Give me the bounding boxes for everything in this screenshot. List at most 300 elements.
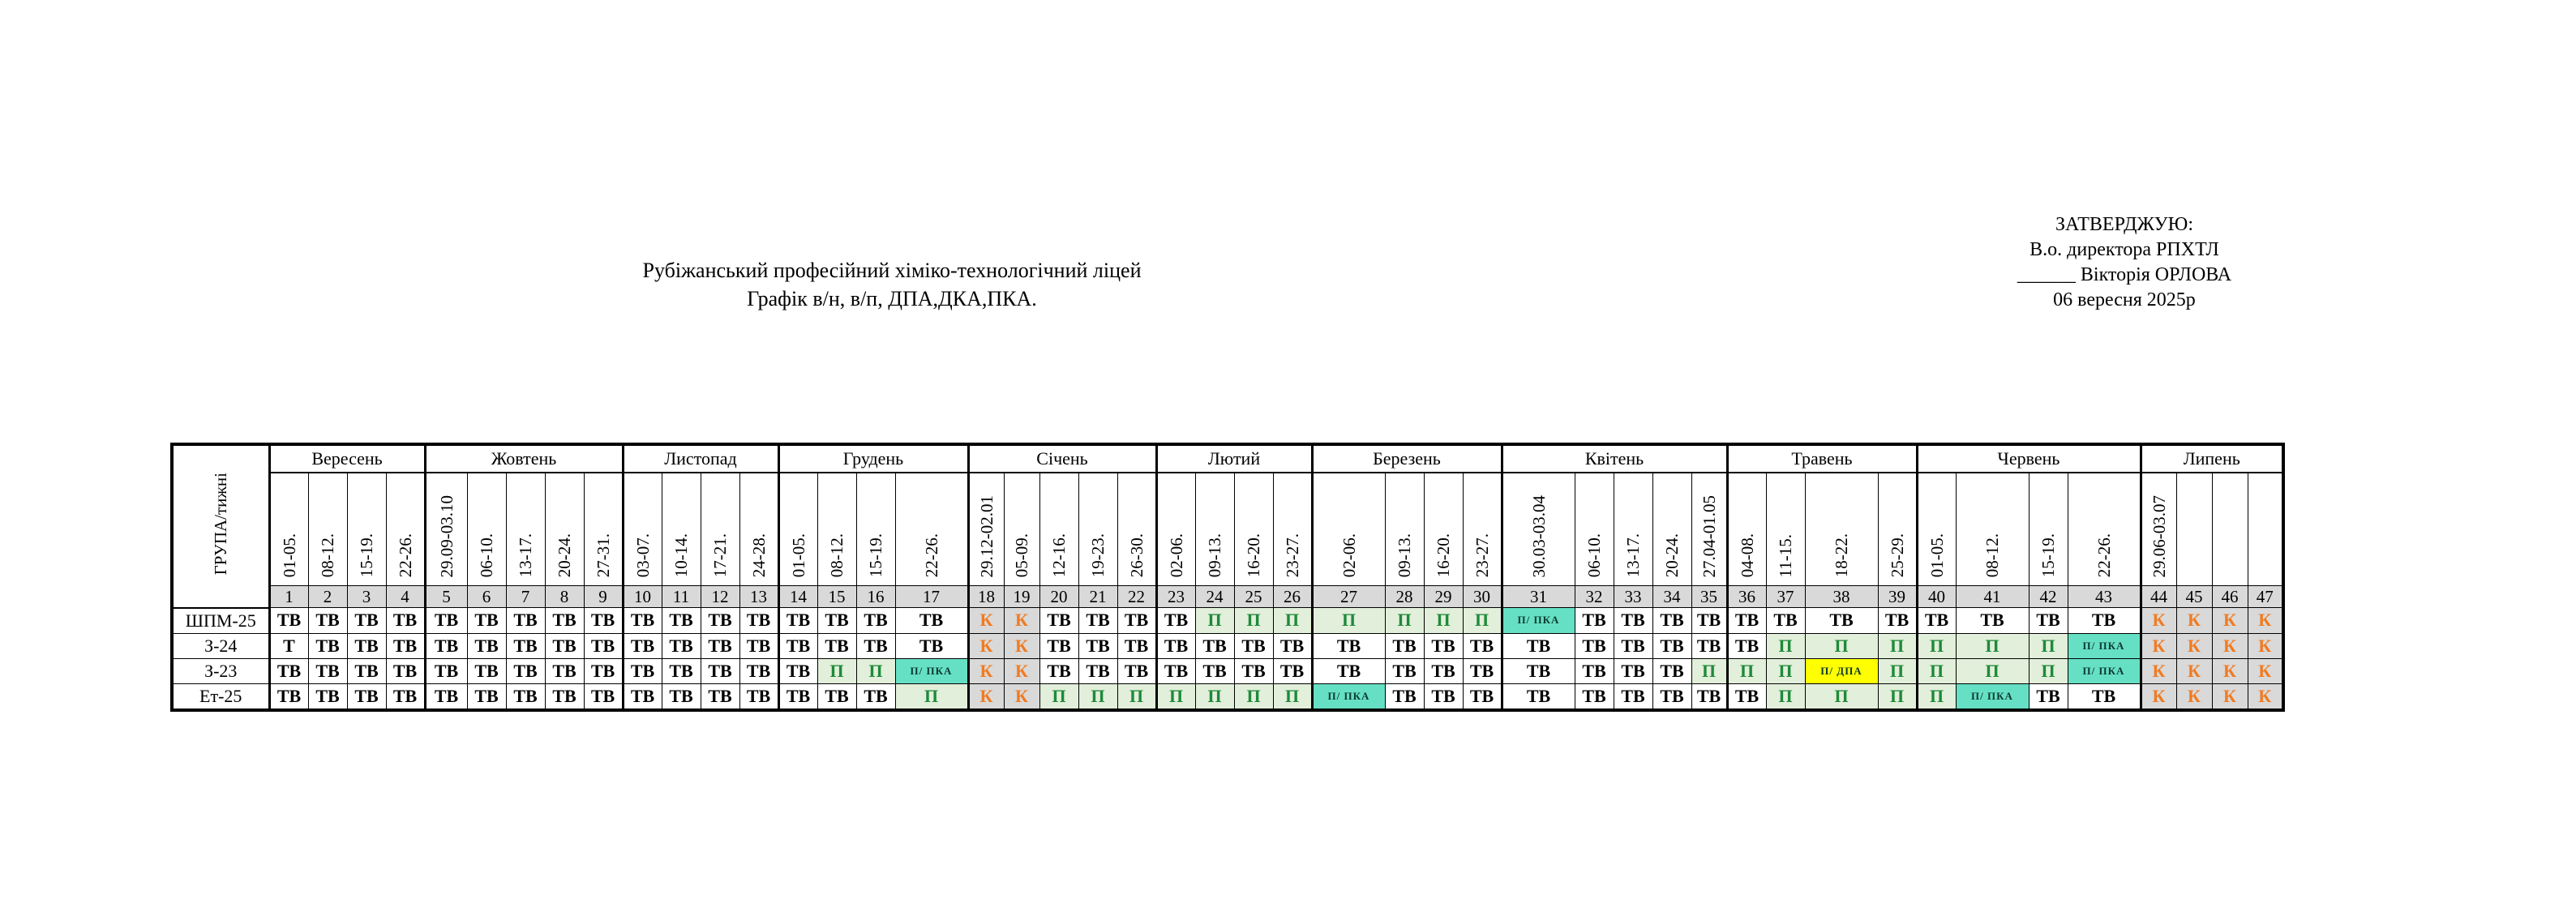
schedule-cell: ТВ bbox=[2068, 608, 2141, 634]
schedule-cell: ТВ bbox=[1156, 633, 1195, 658]
schedule-cell: К bbox=[1004, 658, 1039, 683]
week-date-cell bbox=[545, 473, 584, 586]
week-number-cell: 40 bbox=[1917, 586, 1956, 608]
schedule-cell: ТВ bbox=[1234, 658, 1273, 683]
schedule-cell: ТВ bbox=[817, 683, 856, 710]
week-date-label: 29.12-02.01 bbox=[976, 494, 997, 577]
document-heading bbox=[568, 256, 1216, 313]
schedule-cell: К bbox=[2176, 683, 2212, 710]
schedule-cell: ТВ bbox=[308, 658, 347, 683]
schedule-cell: ТВ bbox=[1614, 658, 1652, 683]
schedule-cell: ТВ bbox=[1575, 608, 1614, 634]
schedule-cell: К bbox=[2212, 683, 2248, 710]
schedule-cell: П bbox=[1956, 633, 2029, 658]
week-number-cell: 8 bbox=[545, 586, 584, 608]
schedule-cell: ТВ bbox=[425, 608, 467, 634]
schedule-cell: П/ ПКА bbox=[895, 658, 968, 683]
week-number-cell: 28 bbox=[1385, 586, 1424, 608]
schedule-cell: ТВ bbox=[1575, 658, 1614, 683]
week-date-cell bbox=[1156, 473, 1195, 586]
schedule-cell: ТВ bbox=[1039, 633, 1078, 658]
month-header: Травень bbox=[1727, 444, 1917, 473]
week-date-label: 30.03-03.04 bbox=[1528, 494, 1549, 577]
week-date-label: 16-20. bbox=[1434, 533, 1453, 577]
schedule-cell: П bbox=[1878, 683, 1917, 710]
schedule-cell: П/ ПКА bbox=[1956, 683, 2029, 710]
week-date-label: 10-14. bbox=[671, 533, 691, 577]
week-number-cell: 10 bbox=[623, 586, 662, 608]
schedule-cell: ТВ bbox=[1691, 608, 1727, 634]
week-date-label: 15-19. bbox=[357, 533, 376, 577]
week-number-cell: 26 bbox=[1273, 586, 1312, 608]
schedule-cell: ТВ bbox=[623, 683, 662, 710]
schedule-cell: П/ ПКА bbox=[1312, 683, 1385, 710]
week-number-cell: 6 bbox=[467, 586, 506, 608]
schedule-cell: П bbox=[1805, 683, 1878, 710]
schedule-cell: ТВ bbox=[1234, 633, 1273, 658]
schedule-cell: К bbox=[2176, 608, 2212, 634]
week-number-cell: 19 bbox=[1004, 586, 1039, 608]
schedule-cell: ТВ bbox=[739, 608, 778, 634]
week-number-cell: 43 bbox=[2068, 586, 2141, 608]
week-date-label: 27.04-01.05 bbox=[1699, 494, 1719, 577]
week-date-cell bbox=[1691, 473, 1727, 586]
schedule-cell: П bbox=[2029, 658, 2068, 683]
schedule-cell: ТВ bbox=[2029, 683, 2068, 710]
schedule-cell: П bbox=[817, 658, 856, 683]
schedule-cell: П bbox=[1273, 683, 1312, 710]
week-date-cell bbox=[1078, 473, 1117, 586]
schedule-cell: П bbox=[1766, 658, 1805, 683]
week-date-label: 17-21. bbox=[710, 533, 730, 577]
approval-date: 06 вересня 2025р bbox=[2053, 289, 2196, 310]
week-number-cell: 24 bbox=[1195, 586, 1234, 608]
schedule-cell: ТВ bbox=[1273, 658, 1312, 683]
week-date-label: 26-30. bbox=[1126, 533, 1147, 577]
schedule-cell: К bbox=[2141, 658, 2176, 683]
week-date-label: 22-26. bbox=[2094, 533, 2114, 577]
schedule-cell: ТВ bbox=[817, 633, 856, 658]
schedule-cell: ТВ bbox=[739, 658, 778, 683]
schedule-cell: П bbox=[1727, 658, 1766, 683]
schedule-table bbox=[170, 443, 2285, 712]
schedule-cell: ТВ bbox=[506, 658, 545, 683]
month-header: Липень bbox=[2141, 444, 2283, 473]
week-number-cell: 5 bbox=[425, 586, 467, 608]
week-date-label: 01-05. bbox=[1927, 533, 1947, 577]
week-date-label: 01-05. bbox=[788, 533, 808, 577]
schedule-cell: ТВ bbox=[1078, 608, 1117, 634]
schedule-cell: ТВ bbox=[1385, 683, 1424, 710]
week-number-cell: 47 bbox=[2248, 586, 2283, 608]
group-name-cell: ШПМ-25 bbox=[172, 608, 269, 634]
schedule-cell: ТВ bbox=[425, 683, 467, 710]
week-number-cell: 35 bbox=[1691, 586, 1727, 608]
schedule-cell: ТВ bbox=[701, 658, 739, 683]
schedule-cell: ТВ bbox=[584, 658, 623, 683]
schedule-cell: ТВ bbox=[545, 683, 584, 710]
group-weeks-header bbox=[172, 444, 269, 608]
schedule-cell: ТВ bbox=[1917, 608, 1956, 634]
week-number-cell: 11 bbox=[662, 586, 701, 608]
schedule-cell: ТВ bbox=[856, 633, 895, 658]
schedule-cell: П bbox=[1156, 683, 1195, 710]
week-date-label: 25-29. bbox=[1887, 533, 1907, 577]
schedule-cell: ТВ bbox=[308, 608, 347, 634]
schedule-cell: ТВ bbox=[1195, 633, 1234, 658]
month-header: Квітень bbox=[1502, 444, 1727, 473]
schedule-cell: ТВ bbox=[2068, 683, 2141, 710]
week-date-label: 29.09-03.10 bbox=[436, 494, 456, 577]
schedule-cell: ТВ bbox=[1424, 633, 1463, 658]
week-number-cell: 14 bbox=[778, 586, 817, 608]
week-number-cell: 30 bbox=[1463, 586, 1502, 608]
schedule-cell: ТВ bbox=[1424, 658, 1463, 683]
schedule-cell: К bbox=[2248, 683, 2283, 710]
week-number-cell: 15 bbox=[817, 586, 856, 608]
schedule-cell: К bbox=[2212, 658, 2248, 683]
week-date-label: 24-28. bbox=[748, 533, 769, 577]
schedule-cell: ТВ bbox=[623, 633, 662, 658]
month-header: Січень bbox=[968, 444, 1156, 473]
schedule-cell: ТВ bbox=[1117, 633, 1156, 658]
week-date-cell bbox=[1727, 473, 1766, 586]
week-number-cell: 41 bbox=[1956, 586, 2029, 608]
schedule-cell: ТВ bbox=[662, 683, 701, 710]
week-date-label: 02-06. bbox=[1166, 533, 1186, 577]
schedule-cell: ТВ bbox=[1727, 633, 1766, 658]
week-number-cell: 38 bbox=[1805, 586, 1878, 608]
week-date-cell bbox=[1575, 473, 1614, 586]
schedule-cell: П bbox=[1956, 658, 2029, 683]
week-number-cell: 36 bbox=[1727, 586, 1766, 608]
schedule-cell: ТВ bbox=[584, 683, 623, 710]
schedule-cell: ТВ bbox=[467, 608, 506, 634]
schedule-cell: К bbox=[968, 608, 1004, 634]
schedule-cell: К bbox=[2212, 633, 2248, 658]
week-date-cell bbox=[1878, 473, 1917, 586]
schedule-cell: К bbox=[2141, 683, 2176, 710]
schedule-cell: П bbox=[1917, 683, 1956, 710]
week-date-cell bbox=[2212, 473, 2248, 586]
schedule-cell: ТВ bbox=[739, 633, 778, 658]
week-date-cell bbox=[584, 473, 623, 586]
schedule-cell: ТВ bbox=[584, 633, 623, 658]
lyceum-name: Рубіжанський професійний хіміко-технологічний ліцей bbox=[642, 259, 1142, 282]
week-date-cell bbox=[1195, 473, 1234, 586]
week-date-label: 15-19. bbox=[2038, 533, 2058, 577]
week-date-cell bbox=[2141, 473, 2176, 586]
schedule-cell: ТВ bbox=[2029, 608, 2068, 634]
approval-signature: ______ Вікторія ОРЛОВА bbox=[2017, 264, 2232, 285]
week-date-cell bbox=[347, 473, 386, 586]
week-date-label: 06-10. bbox=[1584, 533, 1604, 577]
schedule-cell: ТВ bbox=[1156, 658, 1195, 683]
schedule-cell: Т bbox=[269, 633, 308, 658]
schedule-cell: ТВ bbox=[701, 633, 739, 658]
schedule-cell: К bbox=[2248, 658, 2283, 683]
schedule-cell: ТВ bbox=[347, 608, 386, 634]
week-date-cell bbox=[895, 473, 968, 586]
week-number-cell: 29 bbox=[1424, 586, 1463, 608]
schedule-cell: П bbox=[1463, 608, 1502, 634]
week-date-cell bbox=[1234, 473, 1273, 586]
schedule-cell: ТВ bbox=[1117, 658, 1156, 683]
week-date-cell bbox=[1424, 473, 1463, 586]
week-date-label: 16-20. bbox=[1244, 533, 1263, 577]
week-date-label: 23-27. bbox=[1472, 533, 1492, 577]
week-number-cell: 42 bbox=[2029, 586, 2068, 608]
schedule-cell: ТВ bbox=[467, 658, 506, 683]
week-number-cell: 44 bbox=[2141, 586, 2176, 608]
schedule-cell: ТВ bbox=[1312, 658, 1385, 683]
month-header: Жовтень bbox=[425, 444, 623, 473]
schedule-cell: ТВ bbox=[545, 658, 584, 683]
schedule-cell: ТВ bbox=[1652, 658, 1691, 683]
month-header-row bbox=[172, 444, 2283, 473]
week-number-cell: 45 bbox=[2176, 586, 2212, 608]
week-date-cell bbox=[1117, 473, 1156, 586]
week-date-label: 08-12. bbox=[827, 533, 847, 577]
week-number-cell: 46 bbox=[2212, 586, 2248, 608]
week-number-cell: 3 bbox=[347, 586, 386, 608]
schedule-cell: ТВ bbox=[739, 683, 778, 710]
schedule-cell: ТВ bbox=[623, 608, 662, 634]
schedule-cell: ТВ bbox=[545, 608, 584, 634]
week-date-label: 12-16. bbox=[1049, 533, 1069, 577]
schedule-cell: П bbox=[1424, 608, 1463, 634]
schedule-cell: П/ ПКА bbox=[2068, 633, 2141, 658]
schedule-cell: ТВ bbox=[778, 683, 817, 710]
schedule-cell: К bbox=[1004, 608, 1039, 634]
week-date-label: 19-23. bbox=[1088, 533, 1108, 577]
schedule-cell: К bbox=[2248, 608, 2283, 634]
schedule-cell: П bbox=[1273, 608, 1312, 634]
schedule-cell: ТВ bbox=[778, 608, 817, 634]
schedule-cell: П bbox=[1766, 683, 1805, 710]
schedule-cell: ТВ bbox=[895, 608, 968, 634]
schedule-cell: ТВ bbox=[308, 633, 347, 658]
week-date-cell bbox=[623, 473, 662, 586]
approval-block bbox=[1962, 212, 2287, 313]
schedule-cell: ТВ bbox=[1502, 633, 1575, 658]
schedule-cell: ТВ bbox=[817, 608, 856, 634]
schedule-cell: ТВ bbox=[1766, 608, 1805, 634]
schedule-cell: П/ ПКА bbox=[1502, 608, 1575, 634]
week-date-cell bbox=[1312, 473, 1385, 586]
week-date-cell bbox=[1652, 473, 1691, 586]
schedule-cell: ТВ bbox=[856, 608, 895, 634]
week-date-cell bbox=[425, 473, 467, 586]
schedule-cell: П bbox=[1805, 633, 1878, 658]
schedule-cell: П bbox=[2029, 633, 2068, 658]
schedule-cell: ТВ bbox=[269, 658, 308, 683]
schedule-cell: П bbox=[1766, 633, 1805, 658]
schedule-cell: ТВ bbox=[662, 658, 701, 683]
week-number-cell: 27 bbox=[1312, 586, 1385, 608]
week-date-cell bbox=[701, 473, 739, 586]
week-date-cell bbox=[1004, 473, 1039, 586]
schedule-cell: П bbox=[1234, 683, 1273, 710]
week-number-cell: 39 bbox=[1878, 586, 1917, 608]
week-date-cell bbox=[467, 473, 506, 586]
week-date-label: 04-08. bbox=[1737, 533, 1757, 577]
week-date-label: 18-22. bbox=[1832, 533, 1851, 577]
approval-position: В.о. директора РПХТЛ bbox=[2030, 239, 2219, 260]
schedule-cell: ТВ bbox=[1463, 658, 1502, 683]
schedule-cell: П/ ДПА bbox=[1805, 658, 1878, 683]
schedule-cell: К bbox=[1004, 683, 1039, 710]
schedule-cell: К bbox=[2141, 633, 2176, 658]
week-date-cell bbox=[739, 473, 778, 586]
schedule-cell: П bbox=[1078, 683, 1117, 710]
week-number-cell: 18 bbox=[968, 586, 1004, 608]
week-date-cell bbox=[386, 473, 425, 586]
week-date-cell bbox=[308, 473, 347, 586]
week-date-cell bbox=[1039, 473, 1078, 586]
schedule-cell: ТВ bbox=[308, 683, 347, 710]
schedule-cell: ТВ bbox=[1424, 683, 1463, 710]
schedule-cell: ТВ bbox=[347, 658, 386, 683]
group-row bbox=[172, 633, 2283, 658]
week-date-cell bbox=[1273, 473, 1312, 586]
schedule-cell: ТВ bbox=[425, 658, 467, 683]
schedule-cell: ТВ bbox=[1727, 683, 1766, 710]
week-date-label: 11-15. bbox=[1776, 533, 1795, 577]
schedule-cell: ТВ bbox=[662, 633, 701, 658]
schedule-cell: К bbox=[2212, 608, 2248, 634]
schedule-cell: ТВ bbox=[584, 608, 623, 634]
schedule-cell: ТВ bbox=[701, 608, 739, 634]
schedule-cell: ТВ bbox=[1727, 608, 1766, 634]
schedule-cell: П bbox=[1234, 608, 1273, 634]
schedule-cell: ТВ bbox=[1956, 608, 2029, 634]
week-date-cell bbox=[817, 473, 856, 586]
week-date-label: 13-17. bbox=[1623, 533, 1643, 577]
schedule-cell: К bbox=[1004, 633, 1039, 658]
week-date-cell bbox=[778, 473, 817, 586]
week-date-cell bbox=[1766, 473, 1805, 586]
week-number-cell: 4 bbox=[386, 586, 425, 608]
week-date-label: 20-24. bbox=[555, 533, 574, 577]
schedule-cell: ТВ bbox=[1463, 633, 1502, 658]
schedule-cell: ТВ bbox=[662, 608, 701, 634]
schedule-cell: ТВ bbox=[467, 633, 506, 658]
week-numbers-row bbox=[172, 586, 2283, 608]
schedule-cell: П bbox=[1039, 683, 1078, 710]
schedule-cell: ТВ bbox=[386, 658, 425, 683]
month-header: Вересень bbox=[269, 444, 425, 473]
week-date-cell bbox=[856, 473, 895, 586]
week-date-label: 22-26. bbox=[921, 533, 941, 577]
schedule-cell: П bbox=[1195, 608, 1234, 634]
week-dates-row bbox=[172, 473, 2283, 586]
schedule-cell: ТВ bbox=[778, 633, 817, 658]
schedule-cell: П bbox=[1878, 633, 1917, 658]
schedule-cell: П bbox=[1917, 633, 1956, 658]
week-number-cell: 12 bbox=[701, 586, 739, 608]
schedule-cell: ТВ bbox=[1614, 683, 1652, 710]
week-date-label: 09-13. bbox=[1205, 533, 1224, 577]
schedule-cell: ТВ bbox=[269, 608, 308, 634]
schedule-cell: ТВ bbox=[895, 633, 968, 658]
week-number-cell: 23 bbox=[1156, 586, 1195, 608]
schedule-cell: ТВ bbox=[1273, 633, 1312, 658]
schedule-cell: ТВ bbox=[1691, 683, 1727, 710]
week-date-cell bbox=[2248, 473, 2283, 586]
schedule-cell: ТВ bbox=[386, 683, 425, 710]
schedule-cell: ТВ bbox=[506, 608, 545, 634]
week-date-label: 20-24. bbox=[1662, 533, 1682, 577]
schedule-cell: ТВ bbox=[425, 633, 467, 658]
schedule-cell: ТВ bbox=[1117, 608, 1156, 634]
week-date-cell bbox=[1917, 473, 1956, 586]
week-number-cell: 21 bbox=[1078, 586, 1117, 608]
week-date-label: 01-05. bbox=[279, 533, 299, 577]
week-date-label: 23-27. bbox=[1282, 533, 1302, 577]
week-date-label: 08-12. bbox=[1982, 533, 2002, 577]
month-header: Грудень bbox=[778, 444, 968, 473]
week-date-cell bbox=[1614, 473, 1652, 586]
week-date-cell bbox=[1956, 473, 2029, 586]
schedule-cell: ТВ bbox=[1039, 658, 1078, 683]
schedule-cell: П bbox=[1195, 683, 1234, 710]
group-row bbox=[172, 608, 2283, 634]
schedule-cell: ТВ bbox=[701, 683, 739, 710]
week-number-cell: 31 bbox=[1502, 586, 1575, 608]
schedule-cell: ТВ bbox=[1078, 633, 1117, 658]
week-date-label: 03-07. bbox=[632, 533, 653, 577]
schedule-cell: ТВ bbox=[1652, 608, 1691, 634]
month-header: Березень bbox=[1312, 444, 1502, 473]
schedule-cell: ТВ bbox=[1195, 658, 1234, 683]
schedule-cell: ТВ bbox=[506, 633, 545, 658]
schedule-cell: ТВ bbox=[1805, 608, 1878, 634]
schedule-cell: ТВ bbox=[1575, 683, 1614, 710]
schedule-cell: ТВ bbox=[778, 658, 817, 683]
schedule-cell: К bbox=[2176, 658, 2212, 683]
week-number-cell: 9 bbox=[584, 586, 623, 608]
schedule-cell: П bbox=[1385, 608, 1424, 634]
schedule-cell: ТВ bbox=[1614, 633, 1652, 658]
schedule-cell: П bbox=[1312, 608, 1385, 634]
schedule-cell: П bbox=[1917, 658, 1956, 683]
week-number-cell: 25 bbox=[1234, 586, 1273, 608]
week-number-cell: 13 bbox=[739, 586, 778, 608]
schedule-cell: ТВ bbox=[623, 658, 662, 683]
week-date-label: 27-31. bbox=[593, 533, 613, 577]
week-date-label: 06-10. bbox=[477, 533, 496, 577]
week-date-cell bbox=[1385, 473, 1424, 586]
schedule-cell: К bbox=[2248, 633, 2283, 658]
week-date-cell bbox=[269, 473, 308, 586]
week-date-cell bbox=[1502, 473, 1575, 586]
week-date-cell bbox=[2068, 473, 2141, 586]
schedule-cell: ТВ bbox=[386, 633, 425, 658]
schedule-cell: ТВ bbox=[1652, 683, 1691, 710]
week-date-cell bbox=[2176, 473, 2212, 586]
schedule-cell: П bbox=[1117, 683, 1156, 710]
week-date-cell bbox=[662, 473, 701, 586]
week-date-label: 09-13. bbox=[1395, 533, 1414, 577]
schedule-cell: ТВ bbox=[347, 683, 386, 710]
schedule-cell: ТВ bbox=[1312, 633, 1385, 658]
schedule-cell: ТВ bbox=[506, 683, 545, 710]
schedule-cell: К bbox=[2141, 608, 2176, 634]
week-date-label: 05-09. bbox=[1012, 533, 1031, 577]
week-date-label: 15-19. bbox=[866, 533, 885, 577]
group-name-cell: Ет-25 bbox=[172, 683, 269, 710]
